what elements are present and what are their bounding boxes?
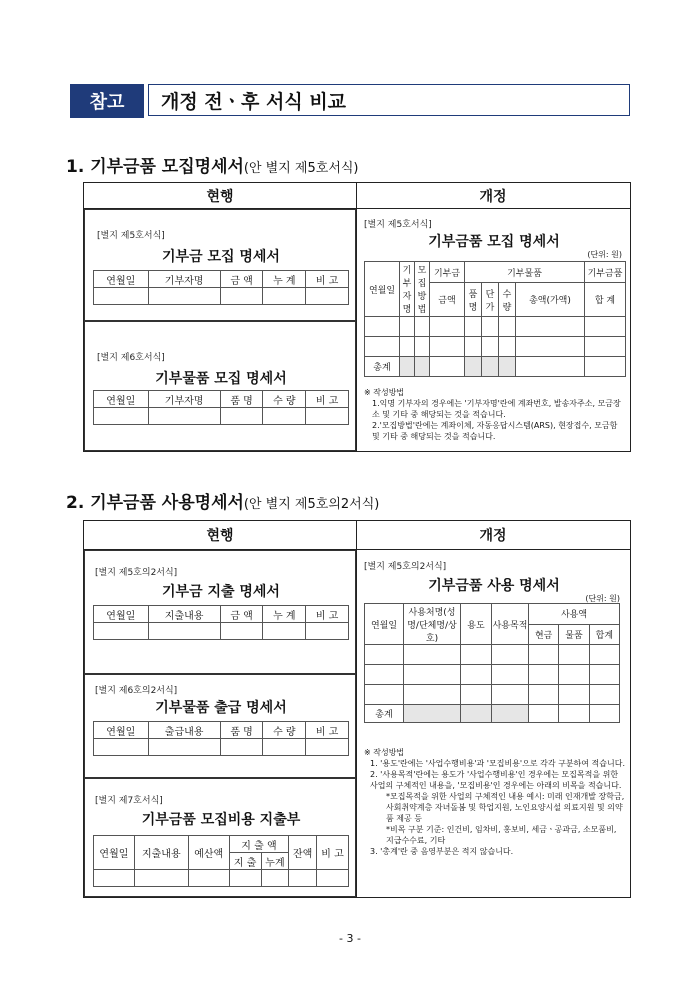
page-title: 개정 전ㆍ후 서식 비교: [148, 84, 630, 116]
section1-title: 1. 기부금품 모집명세서: [66, 157, 244, 177]
s2-cur1-table: 연월일 지출내용 금 액 누 계 비 고: [93, 605, 349, 640]
s1-cur2-table: 연월일 기부자명 품 명 수 량 비 고: [93, 390, 349, 425]
form-title: 기부금품 모집 명세서: [428, 234, 560, 250]
s2-revised-header: 개정: [479, 528, 507, 544]
form-title: 기부물품 출급 명세서: [155, 700, 287, 716]
form-tag: [별지 제5호서식]: [97, 231, 165, 241]
form-tag: [별지 제5호의2서식]: [364, 562, 447, 572]
section2-sub: (안 별지 제5호의2서식): [243, 497, 380, 512]
s2-new-table: 연월일 사용처명(성명/단체명/상호) 용도 사용목적 사용액 현금 물품 합계 총계: [364, 603, 620, 723]
form-tag: [별지 제7호서식]: [95, 796, 163, 806]
section2-frame: [83, 520, 631, 898]
page-number: - 3 -: [339, 932, 361, 945]
form-tag: [별지 제5호서식]: [364, 220, 432, 230]
form-title: 기부금품 사용 명세서: [428, 578, 560, 594]
s2-cur2-table: 연월일 출급내용 품 명 수 량 비 고: [93, 721, 349, 756]
s2-current-form3: [84, 778, 356, 897]
s2-current-form1: [84, 550, 356, 674]
unit-label: (단위: 원): [585, 594, 620, 603]
section2-heading: [66, 488, 379, 513]
section1-heading: [66, 152, 359, 177]
section1-sub: (안 별지 제5호서식): [243, 161, 359, 176]
s2-cur3-table: 연월일 지출내용 예산액 지 출 액 잔액 비 고 지 출 누계: [93, 835, 349, 887]
s1-cur1-table: 연월일 기부자명 금 액 누 계 비 고: [93, 270, 349, 305]
form-title: 기부물품 모집 명세서: [155, 371, 287, 387]
section1-frame: [83, 182, 631, 452]
form-tag: [별지 제5호의2서식]: [95, 568, 178, 578]
s1-revised-header: 개정: [479, 189, 507, 205]
s1-revised-form: [360, 209, 628, 449]
form-title: 기부금 모집 명세서: [162, 249, 280, 265]
form-tag: [별지 제6호서식]: [97, 353, 165, 363]
reference-badge: 참고: [70, 84, 144, 118]
section2-title: 2. 기부금품 사용명세서: [66, 493, 244, 513]
unit-label: (단위: 원): [587, 250, 622, 259]
form-tag: [별지 제6호의2서식]: [95, 686, 178, 696]
s2-notes: ※ 작성방법 1. '용도'란에는 '사업수행비용'과 '모집비용'으로 각각 구분하여 적습니다. 2. '사용목적'란에는 용도가 '사업수행비용'인 경우에는 모집목적을 위한 사업의 구체적인 내용을, '모집비용'인 경우에는 아래의 비목을 적습니다. *모집목적을 위한 사업의 구체적인 내용 예시: 미래 인재개발 장학금, 사회취약계층 자녀돌봄 및 학업지원, 노인요양시설 의료지원 및 의약품 제공 등 *비목 구분 기준: 인건비, 임차비, 홍보비, 세금ㆍ공과금, 소모품비, 지급수수료, 기타 3. '총계'란 중 음영부분은 적지 않습니다.: [364, 748, 626, 856]
s1-new-table: 연월일 기부자명 모집방법 기부금 기부물품 기부금품 금액 품명 단가 수량 총액(가액) 합 계 총계: [364, 261, 626, 377]
s2-current-form2: [84, 674, 356, 778]
form-title: 기부금품 모집비용 지출부: [141, 812, 301, 828]
s1-notes: ※ 작성방법 1.익명 기부자의 경우에는 '기부자명'란에 계좌번호, 발송자주소, 모금장소 및 기타 중 해당되는 것을 적습니다. 2.'모집방법'란에는 계좌이체, 자동응답시스템(ARS), 현장접수, 모금함 및 기타 중 해당되는 것을 적습니다.: [364, 388, 621, 441]
s2-current-header: 현행: [206, 528, 234, 544]
s1-current-form2: [84, 321, 356, 451]
s1-current-header: 현행: [206, 189, 234, 205]
form-title: 기부금 지출 명세서: [162, 584, 280, 600]
s2-revised-form: [360, 551, 628, 895]
s1-current-form1: [84, 209, 356, 321]
